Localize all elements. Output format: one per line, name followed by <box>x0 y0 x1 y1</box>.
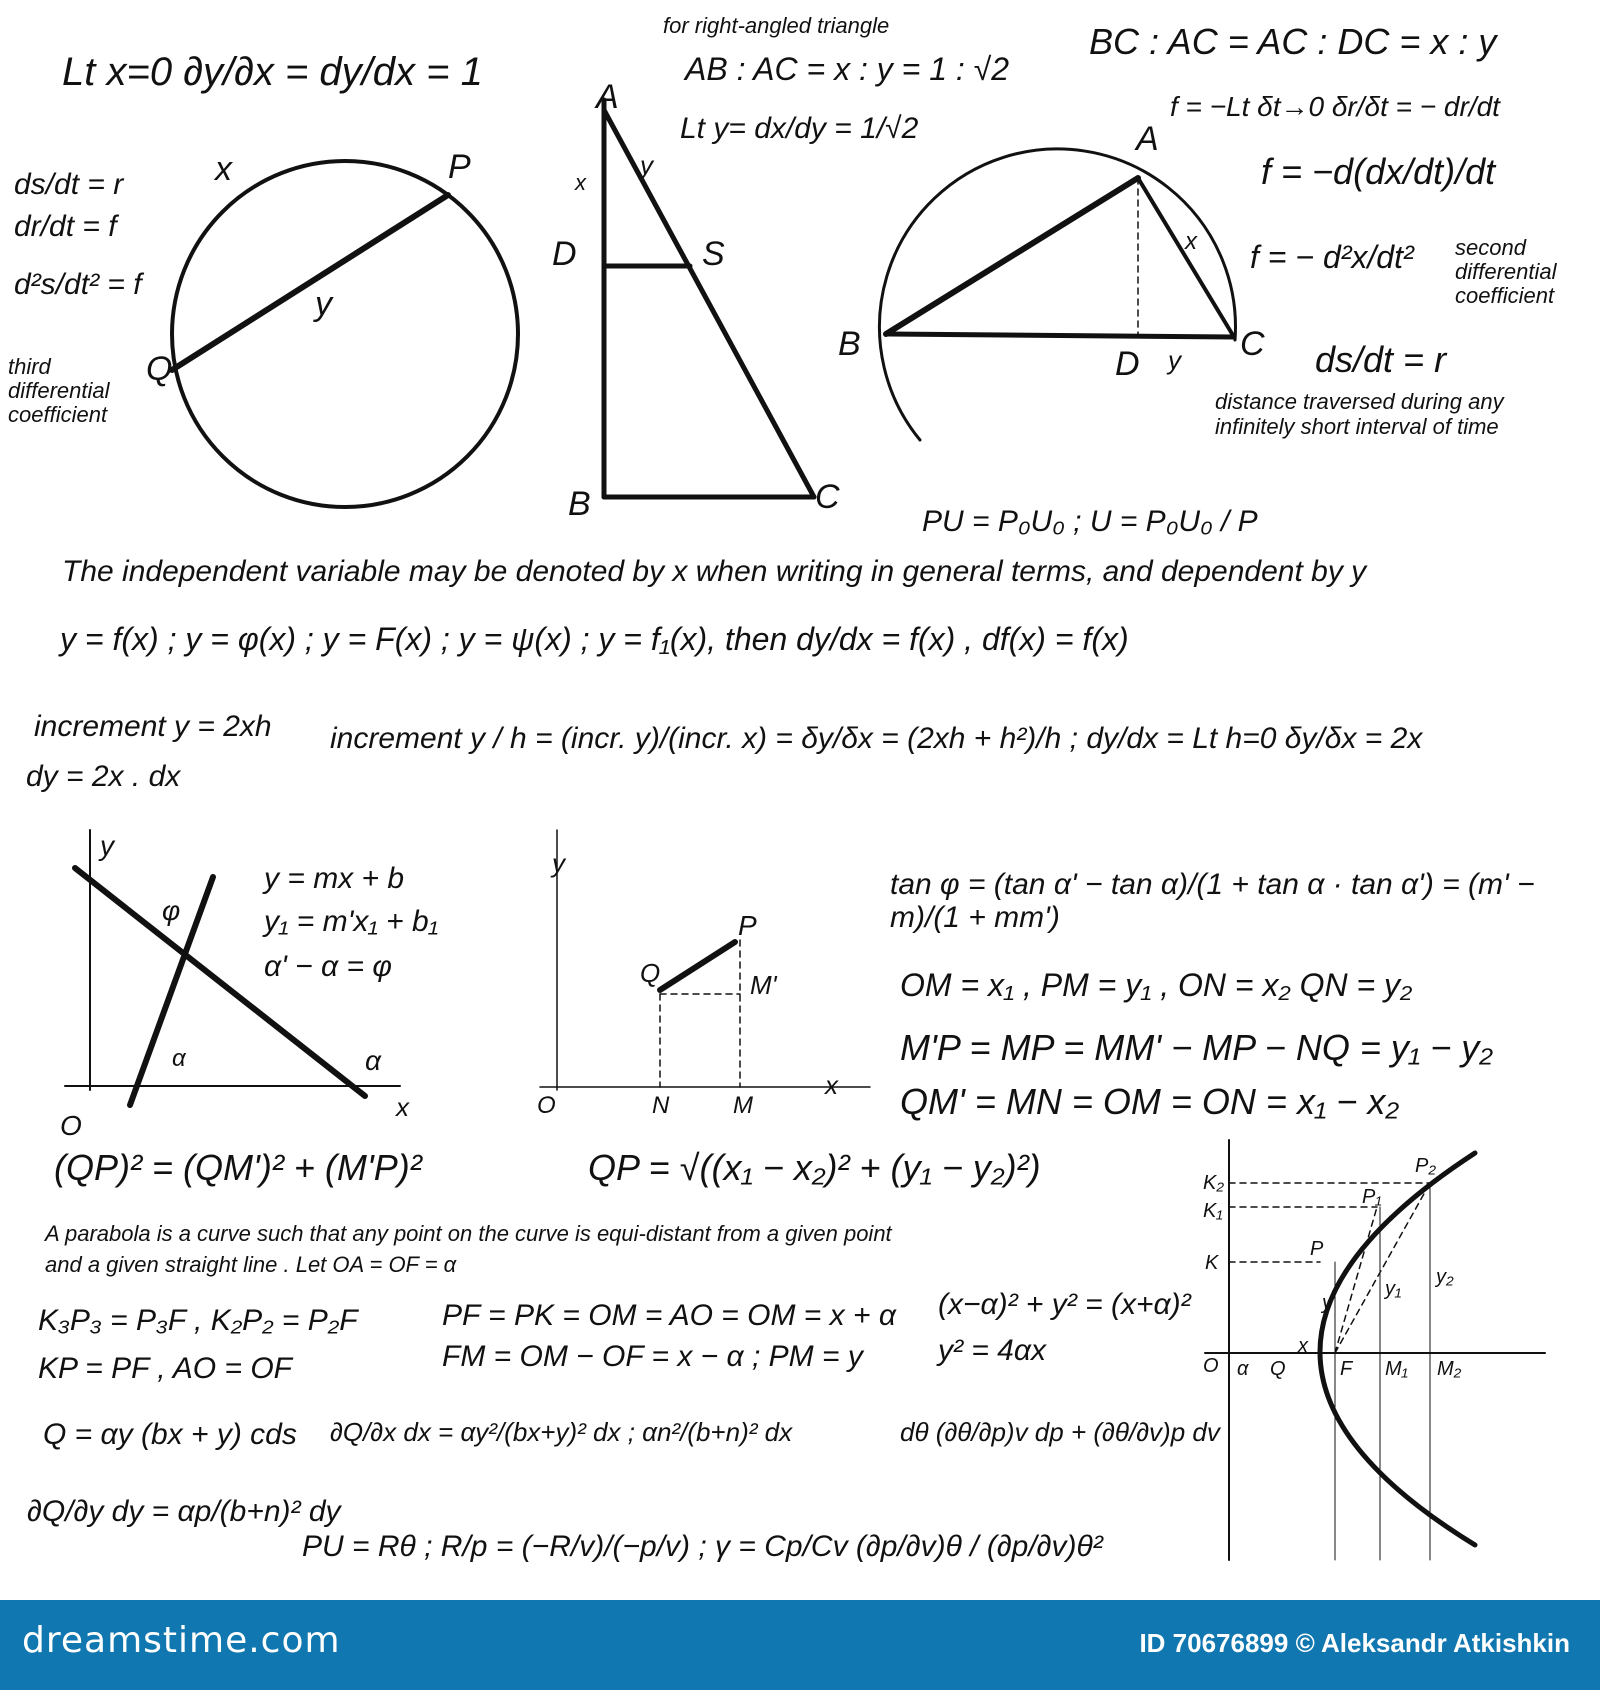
label-par-y1: y₁ <box>1385 1278 1402 1300</box>
distance-note-1: distance traversed during any <box>1215 389 1504 414</box>
bc-ac-equation: BC : AC = AC : DC = x : y <box>1089 21 1497 62</box>
kp-eq-1: K₃P₃ = P₃F , K₂P₂ = P₂F <box>38 1304 358 1337</box>
label-g1-alpha: α <box>172 1045 186 1072</box>
f-limit-equation: f = −Lt δt→0 δr/δt = − dr/dt <box>1170 91 1500 122</box>
dq-dy-eq: ∂Q/∂y dy = αp/(b+n)² dy <box>27 1495 341 1528</box>
limit-ratio: Lt y= dx/dy = 1/√2 <box>680 112 919 145</box>
label-par-k: K <box>1205 1252 1219 1274</box>
label-par-y: y <box>1322 1292 1332 1314</box>
label-c2-d: D <box>1115 345 1140 383</box>
line-eq-2: y₁ = m'x₁ + b₁ <box>264 905 439 938</box>
label-par-x: x <box>1298 1335 1308 1357</box>
f-second-derivative: f = − d²x/dt² <box>1250 239 1414 275</box>
label-c1-x: x <box>215 150 232 188</box>
note-right-angled: for right-angled triangle <box>663 13 890 38</box>
label-g2-n: N <box>652 1092 670 1119</box>
label-par-p: P <box>1310 1238 1324 1260</box>
label-g2-y: y <box>552 848 565 878</box>
label-g1-alpha-prime: α <box>365 1045 381 1076</box>
label-c1-p: P <box>448 148 471 186</box>
label-g2-x: x <box>825 1070 838 1100</box>
label-par-y2: y₂ <box>1436 1266 1454 1288</box>
triangle-diagram <box>604 100 814 497</box>
dq-dx-eq: ∂Q/∂x dx = αy²/(bx+y)² dx ; αn²/(b+n)² dx <box>330 1417 793 1447</box>
label-par-o: O <box>1203 1355 1219 1377</box>
label-g2-m-prime: M' <box>750 970 777 1000</box>
ds-dt-right: ds/dt = r <box>1315 339 1447 380</box>
label-tri-a: A <box>596 78 619 116</box>
increment-y: increment y = 2xh <box>34 710 272 743</box>
points-graph <box>540 830 870 1090</box>
pu-equation: PU = P₀U₀ ; U = P₀U₀ / P <box>922 505 1258 538</box>
label-par-k1: K₁ <box>1203 1200 1223 1222</box>
image-credit: ID 70676899 © Aleksandr Atkishkin <box>1139 1628 1570 1658</box>
label-tri-b: B <box>568 485 591 523</box>
label-g1-phi: φ <box>162 895 181 926</box>
qm-equation: QM' = MN = OM = ON = x₁ − x₂ <box>900 1081 1400 1122</box>
line-eq-1: y = mx + b <box>264 862 405 895</box>
label-par-alpha: α <box>1237 1358 1249 1380</box>
pf-eq: PF = PK = OM = AO = OM = x + α <box>442 1299 896 1332</box>
footer-bar <box>0 1600 1600 1690</box>
label-par-k2: K₂ <box>1203 1172 1224 1194</box>
label-tri-s: S <box>702 235 725 273</box>
label-tri-c: C <box>815 478 840 516</box>
increment-derivation: increment y / h = (incr. y)/(incr. x) = δy/δx = (2xh + h²)/h ; dy/dx = Lt h=0 δy/δx = 2x <box>330 722 1423 755</box>
d2s-dt2: d²s/dt² = f <box>14 268 142 301</box>
label-par-m2: M₂ <box>1437 1358 1462 1380</box>
label-g1-o: O <box>60 1110 82 1141</box>
label-g1-y: y <box>100 830 114 861</box>
parabola-def-2: and a given straight line . Let OA = OF = α <box>45 1252 457 1277</box>
label-par-p2: P₂ <box>1415 1155 1436 1177</box>
label-par-f: F <box>1340 1358 1353 1380</box>
parabola-def-1: A parabola is a curve such that any point on the curve is equi-distant from a given point <box>45 1221 892 1246</box>
label-g1-x: x <box>396 1092 409 1122</box>
pu-r-theta-eq: PU = Rθ ; R/p = (−R/v)/(−p/v) ; γ = Cp/Cv (∂p/∂v)θ / (∂p/∂v)θ² <box>302 1530 1103 1563</box>
label-tri-y: y <box>640 150 653 180</box>
label-c2-c: C <box>1240 325 1265 363</box>
label-par-m1: M₁ <box>1385 1358 1408 1380</box>
label-tri-x: x <box>575 170 586 195</box>
mp-equation: M'P = MP = MM' − MP − NQ = y₁ − y₂ <box>900 1027 1493 1068</box>
third-diff-note: third differential coefficient <box>8 354 110 428</box>
label-par-p1: P₁ <box>1362 1186 1382 1208</box>
label-g2-p: P <box>738 910 757 941</box>
label-c2-a: A <box>1136 120 1159 158</box>
dtheta-eq: dθ (∂θ/∂p)v dp + (∂θ/∂v)p dv <box>900 1417 1220 1447</box>
label-g2-q: Q <box>640 958 661 988</box>
qp-squared: (QP)² = (QM')² + (M'P)² <box>54 1147 422 1188</box>
label-g2-o: O <box>537 1092 556 1119</box>
tan-phi-equation: tan φ = (tan α' − tan α)/(1 + tan α · tan α') = (m' − m)/(1 + mm') <box>890 868 1535 934</box>
angle-eq: α' − α = φ <box>264 950 392 983</box>
ds-dt-left: ds/dt = r <box>14 168 124 201</box>
circle-diagram-abc <box>879 149 1235 440</box>
dreamstime-logo[interactable]: dreamstime.com <box>22 1620 341 1661</box>
label-c2-y: y <box>1168 345 1181 375</box>
label-c1-y: y <box>315 285 332 323</box>
limit-equation: Lt x=0 ∂y/∂x = dy/dx = 1 <box>62 50 483 94</box>
om-pm-equation: OM = x₁ , PM = y₁ , ON = x₂ QN = y₂ <box>900 967 1413 1003</box>
q-eq: Q = αy (bx + y) cds <box>43 1418 297 1451</box>
qp-root: QP = √((x₁ − x₂)² + (y₁ − y₂)²) <box>588 1147 1041 1188</box>
dy-equation: dy = 2x . dx <box>26 760 181 793</box>
functions-line: y = f(x) ; y = φ(x) ; y = F(x) ; y = ψ(x) ; y = f₁(x), then dy/dx = f(x) , df(x) = f(x) <box>60 621 1129 657</box>
dr-dt-left: dr/dt = f <box>14 210 117 243</box>
label-par-q: Q <box>1270 1358 1286 1380</box>
kp-eq-2: KP = PF , AO = OF <box>38 1352 292 1385</box>
fm-eq: FM = OM − OF = x − α ; PM = y <box>442 1340 863 1373</box>
second-diff-note: second differential coefficient <box>1455 235 1557 309</box>
f-derivative: f = −d(dx/dt)/dt <box>1261 151 1496 192</box>
label-c2-x: x <box>1185 228 1197 255</box>
independent-variable-sentence: The independent variable may be denoted by x when writing in general terms, and dependent by y <box>62 555 1367 588</box>
label-c2-b: B <box>838 325 861 363</box>
circle-diagram-pq <box>172 161 518 507</box>
parabola-eq-1: (x−α)² + y² = (x+α)² <box>938 1288 1191 1321</box>
distance-note-2: infinitely short interval of time <box>1215 414 1499 439</box>
parabola-eq-2: y² = 4αx <box>938 1334 1046 1367</box>
ratio-equation: AB : AC = x : y = 1 : √2 <box>685 51 1010 87</box>
label-c1-q: Q <box>146 350 173 388</box>
label-tri-d: D <box>552 235 577 273</box>
label-g2-m: M <box>733 1092 753 1119</box>
